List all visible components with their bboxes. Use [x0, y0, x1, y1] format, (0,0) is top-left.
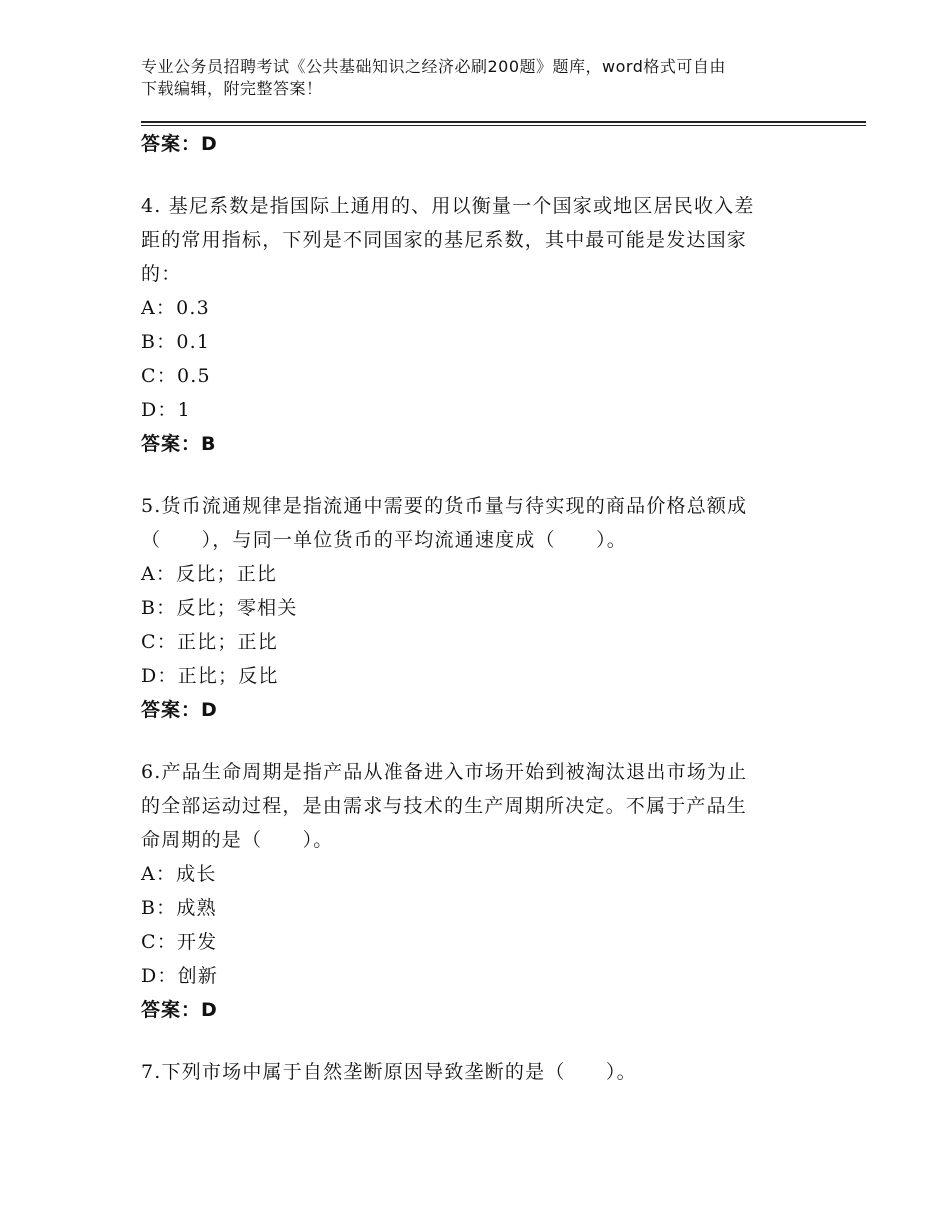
- option-b: B：0.1: [141, 331, 211, 353]
- spacer: [141, 727, 821, 755]
- question-list: [141, 127, 821, 1089]
- question-text: 距的常用指标，下列是不同国家的基尼系数，其中最可能是发达国家: [141, 229, 748, 251]
- question-text: 命周期的是（ ）。: [141, 829, 334, 851]
- option-d: D：1: [141, 399, 191, 421]
- question-text: 6.产品生命周期是指产品从准备进入市场开始到被淘汰退出市场为止: [141, 761, 748, 783]
- option-a: A：成长: [141, 863, 217, 885]
- document-header: [141, 56, 821, 100]
- header-divider: [141, 121, 866, 123]
- option-b: B：反比；零相关: [141, 597, 298, 619]
- question-text: 的全部运动过程，是由需求与技术的生产周期所决定。不属于产品生: [141, 795, 748, 817]
- header-line: 下载编辑，附完整答案！: [141, 79, 323, 98]
- question-7: [141, 1055, 821, 1089]
- question-text: 的：: [141, 263, 182, 285]
- option-a: A：0.3: [141, 297, 210, 319]
- option-c: C：正比；正比: [141, 631, 278, 653]
- question-text: （ ），与同一单位货币的平均流通速度成（ ）。: [141, 529, 628, 551]
- question-4: [141, 189, 821, 461]
- spacer: [141, 1027, 821, 1055]
- question-text: 7.下列市场中属于自然垄断原因导致垄断的是（ ）。: [141, 1061, 637, 1083]
- option-a: A：反比；正比: [141, 563, 278, 585]
- question-text: 4. 基尼系数是指国际上通用的、用以衡量一个国家或地区居民收入差: [141, 195, 755, 217]
- question-5: [141, 489, 821, 727]
- answer-6: 答案：D: [141, 999, 218, 1021]
- option-d: D：正比；反比: [141, 665, 279, 687]
- option-b: B：成熟: [141, 897, 217, 919]
- header-line: 专业公务员招聘考试《公共基础知识之经济必刷200题》题库，word格式可自由: [141, 57, 726, 76]
- header-divider-thin: [141, 125, 866, 126]
- option-c: C：0.5: [141, 365, 211, 387]
- answer-4: 答案：B: [141, 433, 217, 455]
- option-c: C：开发: [141, 931, 218, 953]
- answer-3: 答案：D: [141, 133, 218, 155]
- question-6: [141, 755, 821, 1027]
- option-d: D：创新: [141, 965, 219, 987]
- spacer: [141, 461, 821, 489]
- question-text: 5.货币流通规律是指流通中需要的货币量与待实现的商品价格总额成: [141, 495, 748, 517]
- spacer: [141, 161, 821, 189]
- answer-5: 答案：D: [141, 699, 218, 721]
